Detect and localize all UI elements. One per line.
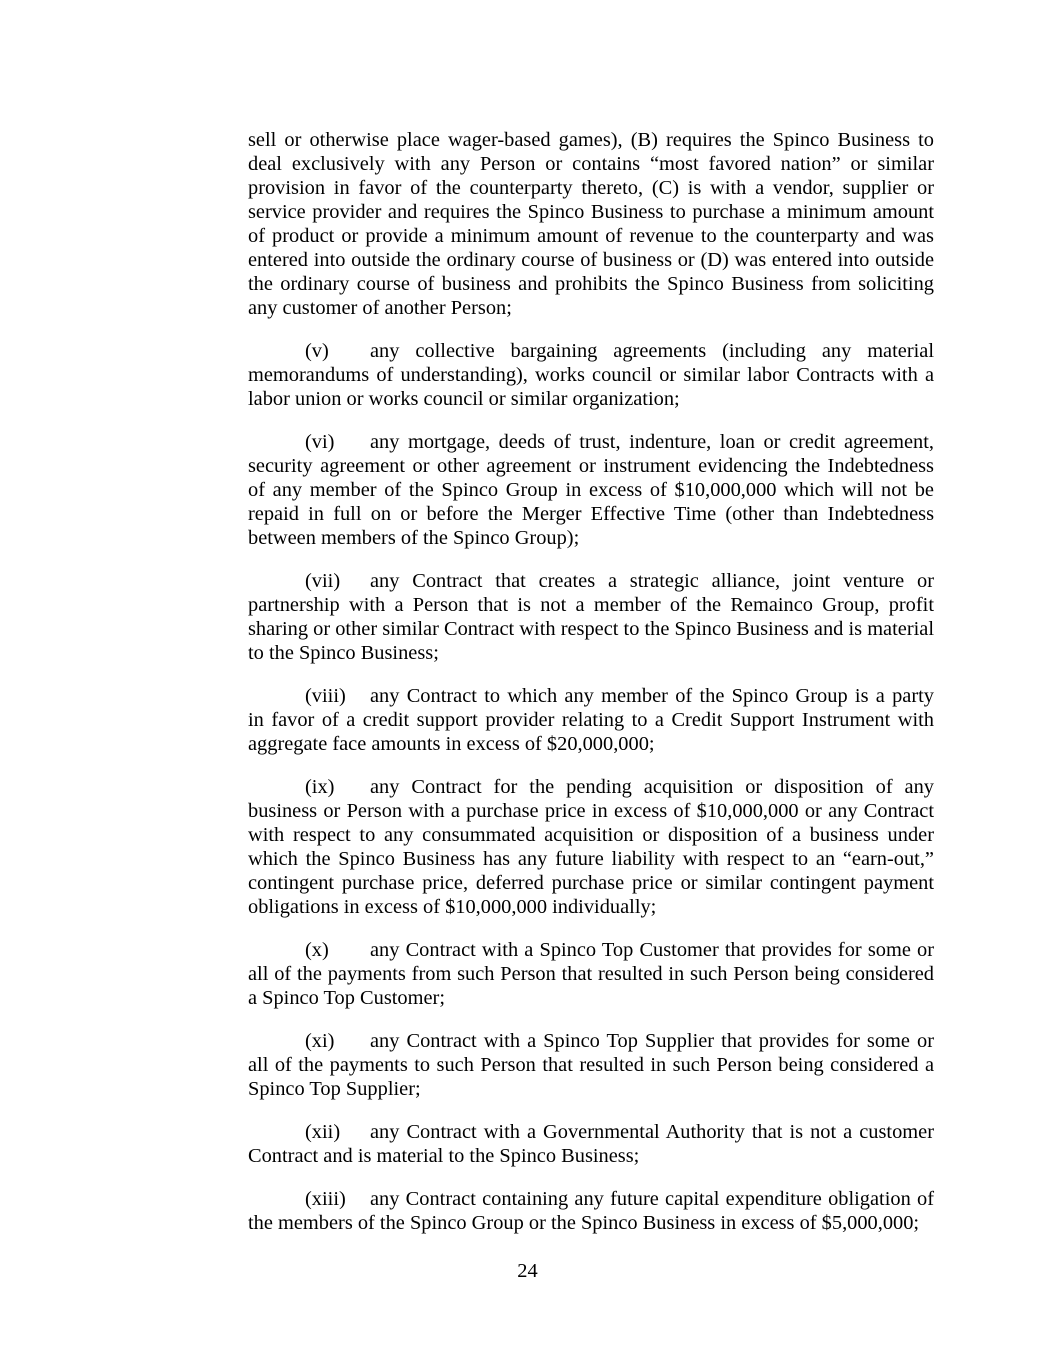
text-line: which the Spinco Business has any future liability with respect to an “earn-out,” (248, 848, 934, 870)
page-footer (0, 1259, 1055, 1283)
text-line: contingent purchase price, deferred purchase price or similar contingent payment (248, 872, 934, 894)
numbered-paragraph-v (248, 339, 934, 411)
text-line: between members of the Spinco Group); (248, 527, 580, 549)
text-line: a Spinco Top Customer; (248, 987, 445, 1009)
text-line: provision in favor of the counterparty thereto, (C) is with a vendor, supplier or (248, 177, 934, 199)
text-line: of any member of the Spinco Group in excess of $10,000,000 which will not be (248, 479, 934, 501)
paragraph-number: (xi) (305, 1030, 335, 1052)
text-line: any Contract with a Governmental Authority that is not a customer (370, 1121, 934, 1143)
paragraph-number: (x) (305, 939, 329, 961)
paragraph-number: (vii) (305, 570, 341, 592)
document-body (248, 128, 934, 1235)
text-line: all of the payments to such Person that resulted in such Person being considered a (248, 1054, 934, 1076)
text-line: repaid in full on or before the Merger Effective Time (other than Indebtedness (248, 503, 934, 525)
text-line: of product or provide a minimum amount of revenue to the counterparty and was (248, 225, 934, 247)
numbered-paragraph-vi (248, 430, 934, 550)
text-line: with respect to any consummated acquisition or disposition of a business under (248, 824, 934, 846)
paragraph-number: (vi) (305, 431, 335, 453)
text-line: deal exclusively with any Person or contains “most favored nation” or similar (248, 153, 934, 175)
text-line: in favor of a credit support provider relating to a Credit Support Instrument with (248, 709, 934, 731)
continuation-paragraph (248, 128, 934, 320)
text-line: any Contract with a Spinco Top Supplier that provides for some or (370, 1030, 934, 1052)
text-line: sell or otherwise place wager-based games), (B) requires the Spinco Business to (248, 129, 934, 151)
text-line: obligations in excess of $10,000,000 individually; (248, 896, 657, 918)
text-line: business or Person with a purchase price in excess of $10,000,000 or any Contract (248, 800, 934, 822)
text-line: sharing or other similar Contract with respect to the Spinco Business and is material (248, 618, 934, 640)
text-line: the members of the Spinco Group or the Spinco Business in excess of $5,000,000; (248, 1212, 920, 1234)
numbered-paragraph-xii (248, 1120, 934, 1168)
numbered-paragraph-vii (248, 569, 934, 665)
numbered-paragraph-xi (248, 1029, 934, 1101)
text-line: any Contract that creates a strategic alliance, joint venture or (370, 570, 934, 592)
text-line: any Contract with a Spinco Top Customer that provides for some or (370, 939, 934, 961)
page-number: 24 (517, 1260, 538, 1282)
numbered-paragraph-xiii (248, 1187, 934, 1235)
paragraph-number: (ix) (305, 776, 335, 798)
text-line: Contract and is material to the Spinco Business; (248, 1145, 640, 1167)
text-line: all of the payments from such Person that resulted in such Person being considered (248, 963, 934, 985)
paragraph-number: (viii) (305, 685, 346, 707)
text-line: partnership with a Person that is not a member of the Remainco Group, profit (248, 594, 934, 616)
text-line: aggregate face amounts in excess of $20,000,000; (248, 733, 655, 755)
text-line: entered into outside the ordinary course of business or (D) was entered into outside (248, 249, 934, 271)
text-line: the ordinary course of business and prohibits the Spinco Business from soliciting (248, 273, 934, 295)
text-line: to the Spinco Business; (248, 642, 439, 664)
numbered-paragraph-viii (248, 684, 934, 756)
text-line: any mortgage, deeds of trust, indenture, loan or credit agreement, (370, 431, 934, 453)
text-line: service provider and requires the Spinco Business to purchase a minimum amount (248, 201, 934, 223)
text-line: any customer of another Person; (248, 297, 512, 319)
text-line: any Contract for the pending acquisition or disposition of any (370, 776, 934, 798)
text-line: security agreement or other agreement or instrument evidencing the Indebtedness (248, 455, 934, 477)
paragraph-number: (xii) (305, 1121, 341, 1143)
paragraph-number: (v) (305, 340, 329, 362)
text-line: labor union or works council or similar organization; (248, 388, 680, 410)
paragraph-number: (xiii) (305, 1188, 346, 1210)
numbered-paragraph-x (248, 938, 934, 1010)
text-line: Spinco Top Supplier; (248, 1078, 421, 1100)
text-line: any Contract to which any member of the Spinco Group is a party (370, 685, 934, 707)
text-line: memorandums of understanding), works council or similar labor Contracts with a (248, 364, 934, 386)
numbered-paragraph-ix (248, 775, 934, 919)
text-line: any collective bargaining agreements (including any material (370, 340, 934, 362)
text-line: any Contract containing any future capital expenditure obligation of (370, 1188, 934, 1210)
